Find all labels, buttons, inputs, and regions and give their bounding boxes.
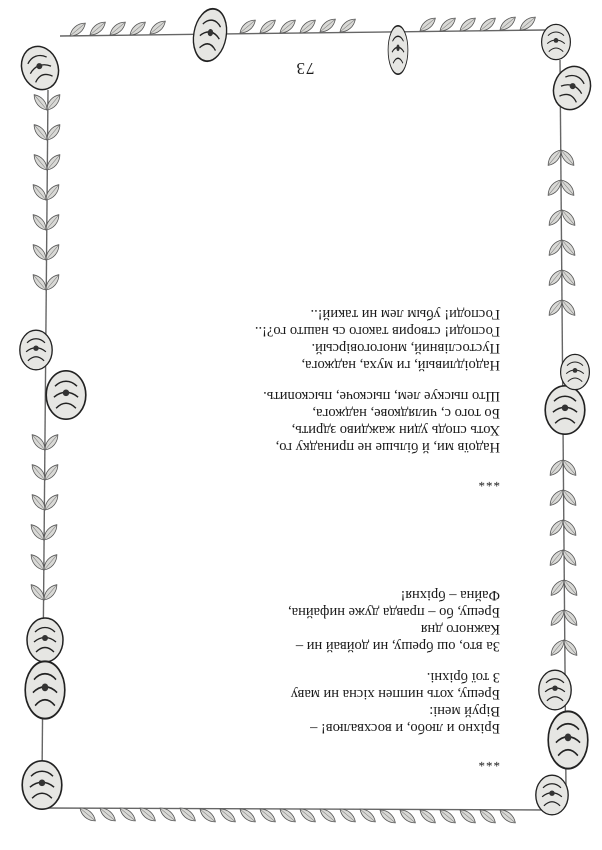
bottom-branch: [40, 805, 550, 826]
poem-line: Кажного дня: [420, 621, 500, 637]
poem-line: Надоїв ми, й більше не принадку го,: [275, 439, 500, 455]
poem-line: Господи! убым лем ни такий!..: [310, 306, 500, 322]
poem-line: З тої бріхні.: [426, 669, 500, 685]
stanza-gap: [140, 654, 500, 668]
poem-line: Што пыскуе лем, пыскоче, пыскоnить.: [263, 388, 500, 404]
poem-line: Віруй мені:: [429, 703, 500, 719]
poem-line: Файна – бріхня!: [400, 587, 500, 603]
section-separator: ***: [477, 755, 500, 770]
poem-line: Брешу, бо – правда дуже нифайна,: [288, 604, 500, 620]
poem-line: Бо того с, чилядкове, наджога,: [312, 405, 500, 421]
page-number: 73: [295, 59, 315, 78]
poem-line: Пустослівний, многоговірсый.: [311, 340, 500, 356]
poem-line: Бріхно и любо, и восхвалюв! –: [310, 720, 500, 736]
poem-second: [140, 305, 500, 455]
poem-line: За вто, ош брешу, ни дойвай ни –: [295, 638, 500, 654]
poem-line: Господи! створив такого сь наштo го?!..: [254, 323, 500, 339]
poem-line: Брешу, хоть ниппен хісна ни маву: [290, 686, 500, 702]
poem-line: Надоідливый, ги муха, наджога,: [301, 357, 500, 373]
stanza-gap: [140, 373, 500, 387]
section-separator: ***: [477, 475, 500, 490]
page-content-rotated: [70, 40, 540, 780]
poem-line: Хоть сподь удин жаждиво здрить,: [291, 422, 500, 438]
top-branch: [60, 14, 545, 39]
poem-first: [140, 586, 500, 736]
